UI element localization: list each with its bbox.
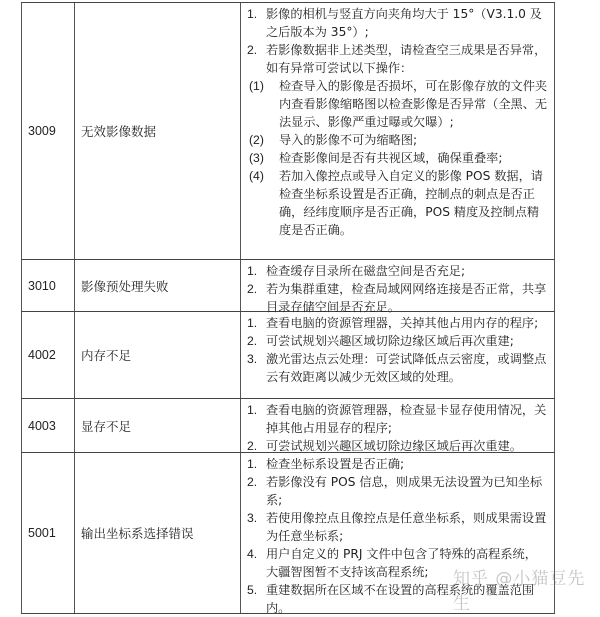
error-name: 无效影像数据 xyxy=(74,3,240,259)
list-number: 2. xyxy=(247,282,258,296)
list-text: 查看电脑的资源管理器，检查显卡显存使用情况，关掉其他占用显存的程序; xyxy=(266,403,547,435)
list-text: 可尝试规划兴趣区域切除边缘区域后再次重建。 xyxy=(266,439,522,453)
solution-cell xyxy=(240,399,555,452)
list-item xyxy=(245,581,548,617)
table-row xyxy=(21,399,555,453)
list-item xyxy=(245,332,548,350)
sub-list-text: 导入的影像不可为缩略图; xyxy=(279,133,418,147)
list-number: 3. xyxy=(247,352,258,366)
list-number: 2. xyxy=(247,439,258,453)
list-item xyxy=(245,473,548,509)
list-number: 2. xyxy=(247,475,258,489)
error-name: 显存不足 xyxy=(74,399,240,452)
sub-list-text: 检查影像间是否有共视区域，确保重叠率; xyxy=(279,151,503,165)
table-row xyxy=(21,260,555,312)
error-name: 内存不足 xyxy=(74,312,240,398)
list-text: 若为集群重建，检查局域网网络连接是否正常，共享目录存储空间是否充足。 xyxy=(266,282,547,314)
watermark: 知乎 @小猫豆先生 xyxy=(453,569,586,614)
list-text: 若影像没有 POS 信息，则成果无法设置为已知坐标系; xyxy=(266,475,543,507)
list-item xyxy=(245,350,548,386)
sub-list-item xyxy=(245,149,548,167)
solution-cell xyxy=(240,453,555,613)
list-number: 1. xyxy=(247,457,258,471)
list-item xyxy=(245,401,548,437)
list-number: 4. xyxy=(247,547,258,561)
sub-list-number: (1) xyxy=(249,79,264,93)
list-text: 查看电脑的资源管理器，关掉其他占用内存的程序; xyxy=(266,316,539,330)
list-item xyxy=(245,509,548,545)
error-name: 输出坐标系选择错误 xyxy=(74,453,240,613)
error-name: 影像预处理失败 xyxy=(74,260,240,311)
list-text: 若使用像控点且像控点是任意坐标系，则成果需设置为任意坐标系; xyxy=(266,511,547,543)
sub-list-number: (2) xyxy=(249,133,264,147)
list-item xyxy=(245,262,548,280)
list-number: 1. xyxy=(247,316,258,330)
list-number: 1. xyxy=(247,403,258,417)
list-number: 3. xyxy=(247,511,258,525)
error-code: 3009 xyxy=(21,3,74,259)
list-text: 影像的相机与竖直方向夹角均大于 15°（V3.1.0 及之后版本为 35°）; xyxy=(266,7,542,39)
sub-list-number: (4) xyxy=(249,169,264,183)
solution-cell xyxy=(240,260,555,314)
list-number: 1. xyxy=(247,7,258,21)
table-row xyxy=(21,312,555,399)
sub-list-text: 若加入像控点或导入自定义的影像 POS 数据，请检查坐标系设置是否正确，控制点的刺点是否正确，经纬度顺序是否正确，POS 精度及控制点精度是否正确。 xyxy=(279,169,543,237)
sub-list-item xyxy=(245,131,548,149)
list-item xyxy=(245,41,548,77)
sub-list-text: 检查导入的影像是否损坏，可在影像存放的文件夹内查看影像缩略图以检查影像是否异常（全黑、无法显示、影像严重过曝或欠曝）; xyxy=(279,79,548,129)
list-item xyxy=(245,455,548,473)
list-number: 5. xyxy=(247,583,258,597)
sub-list-item xyxy=(245,167,548,239)
list-item xyxy=(245,545,548,581)
list-text: 检查缓存目录所在磁盘空间是否充足; xyxy=(266,264,466,278)
list-number: 2. xyxy=(247,43,258,57)
error-code: 5001 xyxy=(21,453,74,613)
error-code-table xyxy=(21,2,555,614)
sub-list-number: (3) xyxy=(249,151,264,165)
list-number: 2. xyxy=(247,334,258,348)
list-text: 若影像数据非上述类型，请检查空三成果是否异常，如有异常可尝试以下操作： xyxy=(266,43,547,75)
list-item xyxy=(245,5,548,41)
list-text: 可尝试规划兴趣区域切除边缘区域后再次重建; xyxy=(266,334,514,348)
table-row xyxy=(21,2,555,260)
list-number: 1. xyxy=(247,264,258,278)
list-text: 检查坐标系设置是否正确; xyxy=(266,457,405,471)
list-text: 激光雷达点云处理：可尝试降低点云密度，或调整点云有效距离以减少无效区域的处理。 xyxy=(266,352,547,384)
solution-cell xyxy=(240,312,555,398)
table-row xyxy=(21,453,555,614)
error-code: 4002 xyxy=(21,312,74,398)
error-code: 3010 xyxy=(21,260,74,311)
sub-list-item xyxy=(245,77,548,131)
error-code: 4003 xyxy=(21,399,74,452)
list-text: 重建数据所在区域不在设置的高程系统的覆盖范围内。 xyxy=(266,583,535,615)
list-text: 用户自定义的 PRJ 文件中包含了特殊的高程系统，大疆智图暂不支持该高程系统; xyxy=(266,547,537,579)
list-item xyxy=(245,314,548,332)
solution-cell xyxy=(240,3,555,259)
list-item xyxy=(245,280,548,316)
